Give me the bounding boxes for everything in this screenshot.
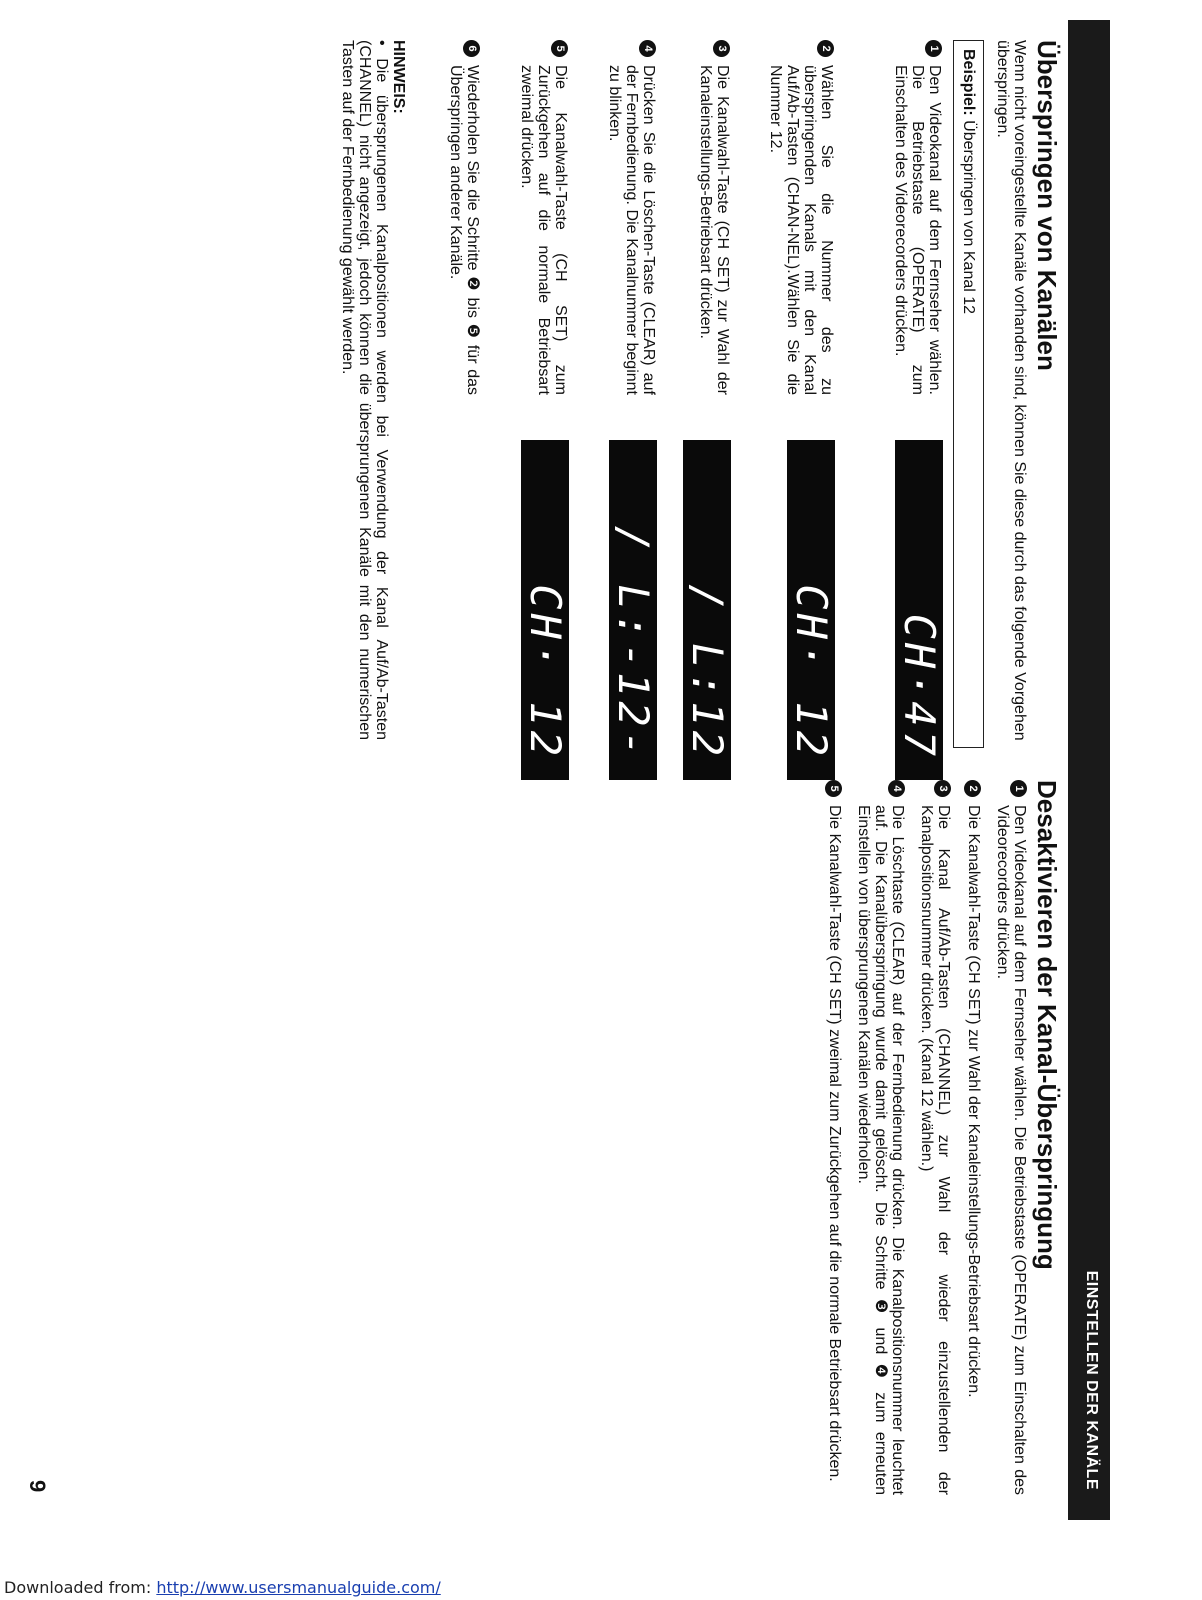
footer-prefix: Downloaded from:: [4, 1578, 157, 1597]
download-footer: [4, 1578, 441, 1597]
step-number: 1: [925, 40, 942, 57]
example-box: [953, 40, 984, 748]
step-text: Den Videokanal auf dem Fernseher wählen. Die Betriebstaste (OPERATE) zum Einschalten des Videorecorders drücken.: [892, 65, 943, 395]
step-text: Wählen Sie die Nummer des zu überspringenden Kanals mit den Kanal Auf/Ab-Tasten (CHAN-NEL).Wählen Sie die Nummer 12.: [767, 65, 835, 395]
vcr-display: CH· 12: [787, 440, 835, 780]
vcr-display: CH· 12: [521, 440, 569, 780]
right-step-2: [964, 780, 982, 1500]
step-number: 3: [934, 780, 951, 797]
disable-skip-title: Desaktivieren der Kanal-Überspringung: [1032, 780, 1062, 1270]
step-number: 2: [964, 780, 981, 797]
vcr-display: / L:-12-: [609, 440, 657, 780]
step-text: Die Löschtaste (CLEAR) auf der Fernbedienung drücken. Die Kanalpositionsnummer leuchtet auf. Die Kanalüberspringung wurde damit gelöscht. Die Schritte ❸ und ❹ zum erneuten Einstellen von übersprungenen Kanälen wiederholen.: [855, 805, 906, 1495]
note-title: HINWEIS:: [390, 40, 407, 114]
page-number: 9: [25, 1480, 50, 1493]
left-step-3: [669, 40, 731, 760]
step-text: Die Kanal Auf/Ab-Tasten (CHANNEL) zur Wahl der wieder einzustellenden der Kanalpositionsnummer drücken. (Kanal 12 wählen.): [918, 805, 952, 1495]
right-step-1: [994, 780, 1028, 1500]
left-step-2: [743, 40, 835, 760]
step-number: 1: [1010, 780, 1027, 797]
step-number: 6: [463, 40, 480, 57]
step-number: 2: [817, 40, 834, 57]
example-label: Beispiel:: [960, 49, 977, 116]
example-text: Überspringen von Kanal 12: [960, 120, 977, 315]
step-text: Die Kanalwahl-Taste (CH SET) zum Zurückgehen auf die normale Betriebsart zweimal drücken.: [518, 65, 569, 395]
section-header-bar: [1068, 20, 1110, 1520]
step-number: 4: [888, 780, 905, 797]
step-number: 3: [713, 40, 730, 57]
left-step-1: [847, 40, 943, 760]
skip-channels-title: Überspringen von Kanälen: [1032, 40, 1062, 371]
step-text: Drücken Sie die Löschen-Taste (CLEAR) auf der Fernbedienung. Die Kanalnummer beginnt zu blinken.: [606, 65, 657, 395]
step-text: Die Kanalwahl-Taste (CH SET) zur Wahl der Kanaleinstellungs-Betriebsart drücken.: [965, 805, 982, 1398]
right-step-5: [825, 780, 843, 1500]
left-step-6: [419, 40, 481, 760]
left-step-5: [493, 40, 569, 760]
vcr-display: / L:12: [683, 440, 731, 780]
right-step-3: [918, 780, 952, 1500]
step-text: Wiederholen Sie die Schritte ❷ bis ❺ für das Überspringen anderer Kanäle.: [447, 65, 481, 395]
step-text: Die Kanalwahl-Taste (CH SET) zweimal zum Zurückgehen auf die normale Betriebsart drücken.: [826, 805, 843, 1482]
step-number: 5: [825, 780, 842, 797]
note-text: • Die übersprungenen Kanalpositionen werden bei Verwendung der Kanal Auf/Ab-Tasten (CHANNEL) nicht angezeigt, jedoch können die übersprungenen Kanäle mit den numerischen Tasten auf der Fernbedienung gewählt werden.: [339, 40, 390, 740]
section-title: EINSTELLEN DER KANÄLE: [1083, 1270, 1100, 1490]
skip-channels-intro: Wenn nicht voreingestellte Kanäle vorhanden sind, können Sie diese durch das folgende Vorgehen überspringen.: [994, 40, 1028, 741]
disable-skip-section: [813, 780, 1062, 1500]
step-number: 4: [639, 40, 656, 57]
footer-link[interactable]: http://www.usersmanualguide.com/: [156, 1578, 441, 1597]
skip-channels-section: [339, 40, 1062, 760]
step-text: Die Kanalwahl-Taste (CH SET) zur Wahl der Kanaleinstellungs-Betriebsart drücken.: [697, 65, 731, 395]
left-step-4: [581, 40, 657, 760]
right-step-4: [855, 780, 906, 1500]
step-text: Den Videokanal auf dem Fernseher wählen. Die Betriebstaste (OPERATE) zum Einschalten des Videorecorders drücken.: [994, 805, 1028, 1495]
vcr-display: CH·47: [895, 440, 943, 780]
step-number: 5: [551, 40, 568, 57]
